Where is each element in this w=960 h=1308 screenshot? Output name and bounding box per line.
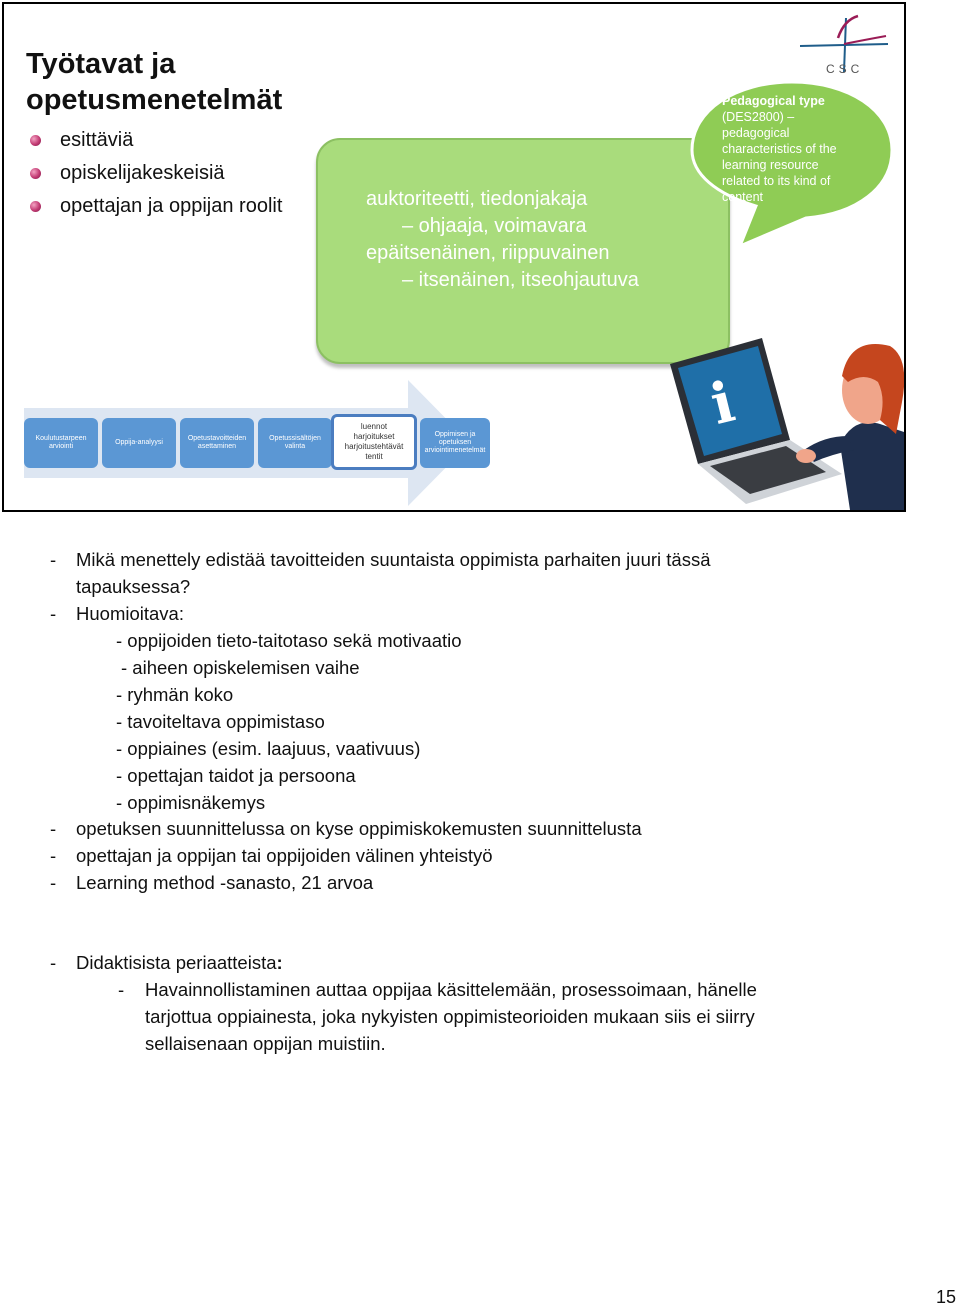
slide-image	[2, 2, 906, 512]
process-flow	[24, 380, 494, 506]
page-number: 15	[936, 1287, 957, 1307]
slide-title-line: Työtavat ja	[26, 48, 176, 80]
csc-logo-text: CSC	[826, 62, 864, 76]
point-line: Learning method -sanasto, 21 arvoa	[76, 872, 374, 893]
dash: -	[50, 549, 57, 570]
roles-line: – itsenäinen, itseohjautuva	[402, 269, 639, 291]
dash: -	[50, 872, 57, 893]
roles-line: – ohjaaja, voimavara	[402, 215, 587, 237]
consideration-item: - aiheen opiskelemisen vaihe	[121, 657, 360, 678]
consideration-item: - oppiaines (esim. laajuus, vaativuus)	[116, 738, 421, 759]
consideration-item: - oppijoiden tieto-taitotaso sekä motivaatio	[116, 630, 462, 651]
slide-bullet: opiskelijakeskeisiä	[28, 157, 282, 190]
flow-step: Opetustavoitteiden asettaminen	[180, 418, 254, 468]
didactic-label: Didaktisista periaatteista:	[76, 952, 283, 973]
consideration-item: - tavoiteltava oppimistaso	[116, 711, 325, 732]
flow-step: Koulutustarpeen arviointi	[24, 418, 98, 468]
bubble-line: content	[722, 190, 764, 204]
bullet-dot-icon	[30, 201, 41, 212]
slide-title-line: opetusmenetelmät	[26, 84, 283, 116]
flow-active-line: harjoitukset	[353, 432, 395, 441]
considerations-label: Huomioitava:	[76, 603, 184, 624]
point-line: opettajan ja oppijan tai oppijoiden välinen yhteistyö	[76, 845, 493, 866]
bubble-text	[722, 93, 872, 205]
didactic-line: Havainnollistaminen auttaa oppijaa käsittelemään, prosessoimaan, hänelle	[145, 979, 757, 1000]
slide-title	[26, 46, 282, 118]
consideration-item: - ryhmän koko	[116, 684, 234, 705]
dash: -	[50, 818, 57, 839]
flow-step: Opetussisältöjen valinta	[258, 418, 332, 468]
didactic-line: sellaisenaan oppijan muistiin.	[145, 1033, 386, 1054]
slide-bullet: esittäviä	[28, 124, 282, 157]
dash: -	[50, 845, 57, 866]
slide-bullet-list	[28, 124, 282, 223]
flow-step: Oppija-analyysi	[102, 418, 176, 468]
dash: -	[50, 603, 57, 624]
roles-line: auktoriteetti, tiedonjakaja	[366, 188, 588, 210]
point-line: opetuksen suunnittelussa on kyse oppimiskokemusten suunnittelusta	[76, 818, 642, 839]
flow-active-line: tentit	[365, 452, 383, 461]
bullet-dot-icon	[30, 168, 41, 179]
dash: -	[50, 952, 57, 973]
roles-text	[366, 186, 639, 294]
bubble-line: (DES2800) –	[722, 110, 795, 124]
flow-active-line: harjoitustehtävät	[344, 442, 404, 451]
flow-step: Oppimisen ja opetuksen arviointimenetelmät	[420, 418, 490, 468]
didactic-line: tarjottua oppiainesta, joka nykyisten oppimisteorioiden mukaan siis ei siirry	[145, 1006, 755, 1027]
bubble-line: related to its kind of	[722, 174, 831, 188]
bubble-line: characteristics of the	[722, 142, 837, 156]
consideration-item: - opettajan taidot ja persoona	[116, 765, 356, 786]
flow-active-line: luennot	[360, 422, 388, 431]
roles-line: epäitsenäinen, riippuvainen	[366, 242, 610, 264]
slide-bullet: opettajan ja oppijan roolit	[28, 190, 282, 223]
bullet-dot-icon	[30, 135, 41, 146]
dash: -	[118, 979, 125, 1000]
info-laptop-illustration-icon	[664, 324, 904, 510]
question-line: Mikä menettely edistää tavoitteiden suuntaista oppimista parhaiten juuri tässä	[76, 549, 711, 570]
question-line: tapauksessa?	[76, 576, 191, 597]
bubble-line: pedagogical	[722, 126, 790, 140]
bubble-line: learning resource	[722, 158, 819, 172]
svg-text:i: i	[704, 368, 741, 438]
consideration-item: - oppimisnäkemys	[116, 792, 266, 813]
flow-step-active	[331, 414, 417, 470]
bubble-heading: Pedagogical type	[722, 94, 825, 108]
